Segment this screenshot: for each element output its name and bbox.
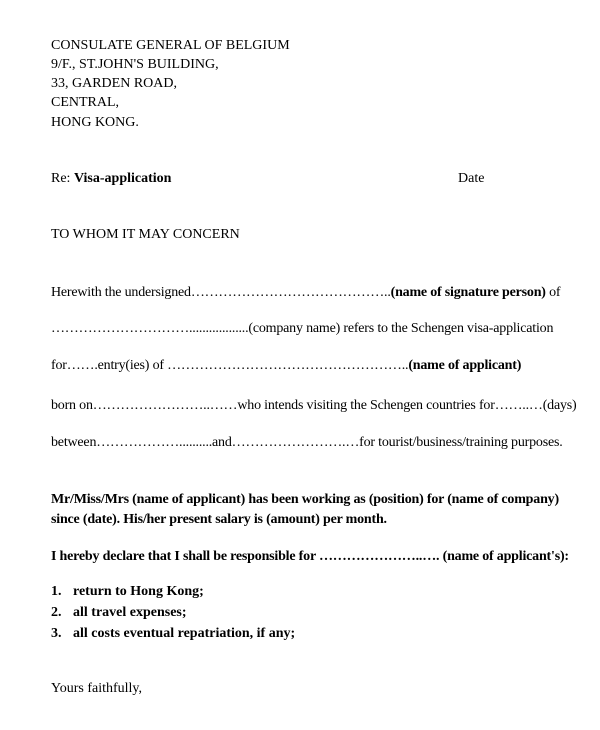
subject-text: Visa-application [73,171,172,186]
list-item [51,583,295,604]
list-number: 1. [51,584,62,599]
body-line-1 [51,284,560,302]
address-line-5: HONG KONG. [51,115,139,130]
employment-line-1: Mr/Miss/Mrs (name of applicant) has been working as (position) for (name of company) [51,492,559,507]
list-item-text: all travel expenses; [73,605,187,620]
list-item-text: all costs eventual repatriation, if any; [73,626,296,641]
list-item-text: return to Hong Kong; [73,584,204,599]
body-line-4: born on……………………..……who intends visiting the Schengen countries for……..…(days) [51,398,577,413]
list-number: 3. [51,626,62,641]
date-label: Date [458,171,485,186]
address-line-4: CENTRAL, [51,95,120,110]
body-line-2: …………………………..................(company name) refers to the Schengen visa-application [51,321,554,336]
body-line-3-text: for…….entry(ies) of …………………………………………….. [51,358,409,373]
list-item [51,604,295,625]
subject-line [51,170,171,188]
responsibilities-list [51,583,295,646]
body-line-3 [51,357,521,375]
closing: Yours faithfully, [51,681,143,696]
signature-person-placeholder: (name of signature person) [390,285,546,300]
address-line-2: 9/F., ST.JOHN'S BUILDING, [51,57,219,72]
address-line-3: 33, GARDEN ROAD, [51,76,177,91]
salutation: TO WHOM IT MAY CONCERN [51,227,240,242]
body-line-1-text: Herewith the undersigned…………………………………….. [51,285,391,300]
body-line-5: between………………..........and…………………….…for tourist/business/training purposes. [51,435,563,450]
address-line-1: CONSULATE GENERAL OF BELGIUM [51,38,290,53]
list-item [51,625,295,646]
declaration: I hereby declare that I shall be responsible for …………………..…. (name of applicant's): [51,549,569,564]
applicant-name-placeholder: (name of applicant) [408,358,522,373]
employment-line-2: since (date). His/her present salary is (amount) per month. [51,512,387,527]
body-line-1-end: of [545,285,561,300]
list-number: 2. [51,605,62,620]
subject-label: Re: [51,171,74,186]
